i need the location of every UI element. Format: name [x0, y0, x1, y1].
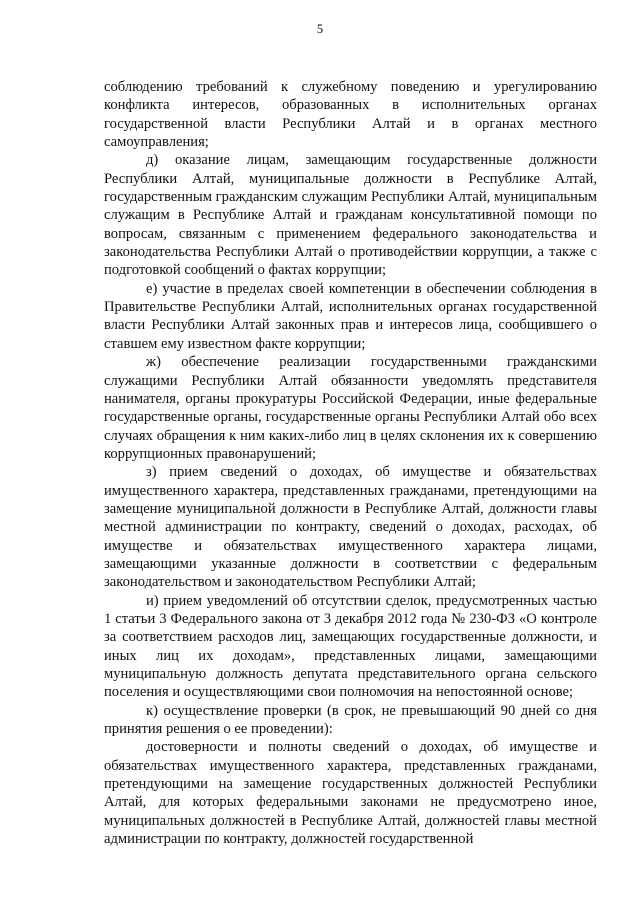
paragraph-zh: ж) обеспечение реализации государственными гражданскими служащими Республики Алтай обязанности уведомлять представителя нанимателя, органы прокуратуры Российской Федерации, иные федеральные государственные органы, государственные органы Республики Алтай обо всех случаях обращения к ним каких-либо лиц в целях склонения их к совершению коррупционных правонарушений; — [104, 354, 597, 462]
paragraph-k: к) осуществление проверки (в срок, не превышающий 90 дней со дня принятия решения о ее проведении): — [104, 702, 597, 738]
paragraph-k-item: достоверности и полноты сведений о доходах, об имуществе и обязательствах имущественного характера, представленных гражданами, претендующими на замещение государственных должностей Республики Алтай, для которых федеральными законами не предусмотрено иное, муниципальных должностей в Республике Алтай, должностей главы местной администрации по контракту, должностей государственной — [104, 739, 597, 848]
paragraph-d: д) оказание лицам, замещающим государственные должности Республики Алтай, муниципальные должности в Республике Алтай, государственным гражданским служащим Республики Алтай, муниципальным служащим в Республике Алтай и гражданам консультативной помощи по вопросам, связанным с применением федерального законодательства и законодательства Республики Алтай о противодействии коррупции, а также с подготовкой сообщений о фактах коррупции; — [104, 152, 597, 279]
paragraph-e: е) участие в пределах своей компетенции в обеспечении соблюдения в Правительстве Республики Алтай, исполнительных органах государственной власти Республики Алтай законных прав и интересов лица, сообщившего о ставшем ему известном факте коррупции; — [104, 280, 597, 352]
paragraph-i: и) прием уведомлений об отсутствии сделок, предусмотренных частью 1 статьи 3 Федерального закона от 3 декабря 2012 года № 230-ФЗ «О контроле за соответствием расходов лиц, замещающих государственные должности, и иных лиц их доходам», представленных лицами, замещающими муниципальную должность депутата представительного органа сельского поселения и осуществляющими свои полномочия на непостоянной основе; — [104, 592, 597, 701]
document-body — [104, 78, 597, 848]
page-number: 5 — [316, 22, 324, 36]
paragraph: соблюдению требований к служебному поведению и урегулированию конфликта интересов, образованных в исполнительных органах государственной власти Республики Алтай и в органах местного самоуправления; — [104, 79, 597, 151]
paragraph-z: з) прием сведений о доходах, об имуществе и обязательствах имущественного характера, представленных гражданами, претендующими на замещение муниципальной должности в Республике Алтай, должности главы местной администрации по контракту, сведений о доходах, расходах, об имуществе и обязательствах имущественного характера лицами, замещающими указанные должности в соответствии с федеральным законодательством и законодательством Республики Алтай; — [104, 464, 597, 591]
